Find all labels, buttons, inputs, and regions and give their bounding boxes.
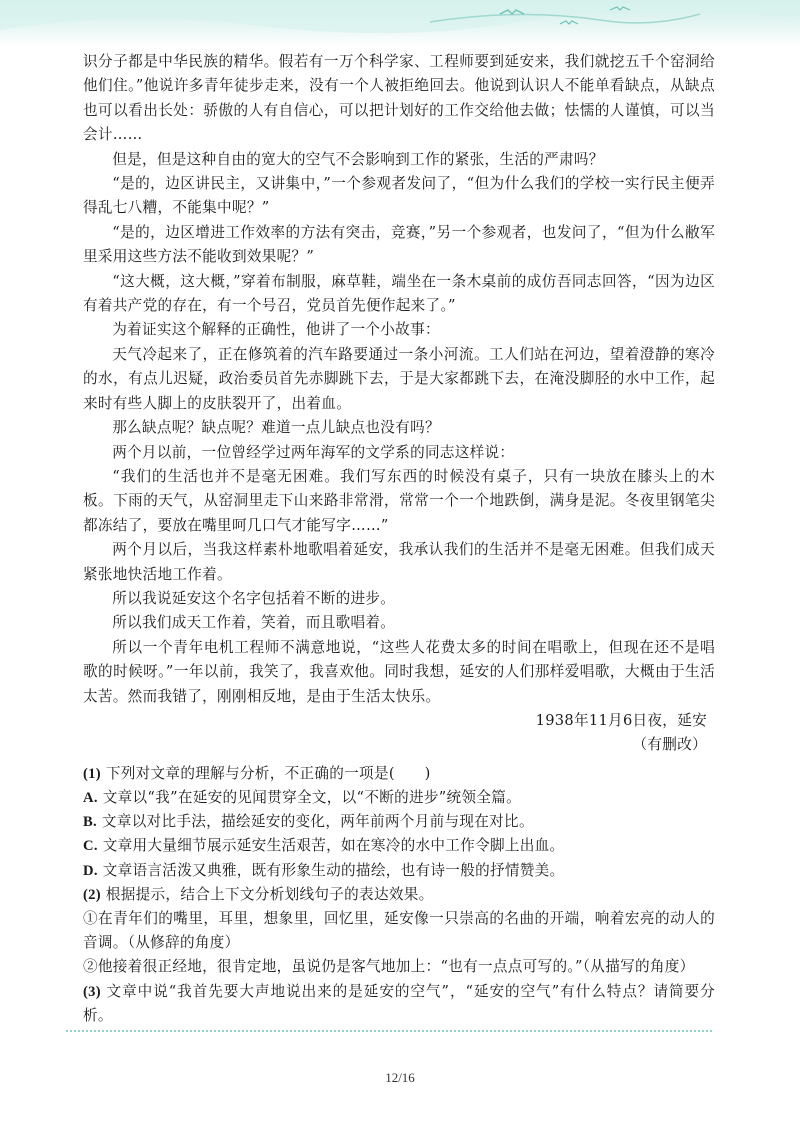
question-3 xyxy=(83,980,715,1028)
question-number: (2) xyxy=(83,886,101,903)
option-label: B. xyxy=(83,814,97,831)
paragraph: 但是，但是这种自由的宽大的空气不会影响到工作的紧张，生活的严肃吗？ xyxy=(112,150,604,168)
option-d xyxy=(83,859,715,883)
questions-section xyxy=(83,762,715,1028)
option-text: 文章语言活泼又典雅，既有形象生动的描绘，也有诗一般的抒情赞美。 xyxy=(97,861,565,879)
paragraph: 所以我们成天工作着，笑着，而且歌唱着。 xyxy=(112,614,396,632)
source-note: （有删改） xyxy=(632,736,707,754)
question-number: (1) xyxy=(83,765,101,782)
paragraph: “是的，边区讲民主，又讲集中，”一个参观者发问了，“但为什么我们的学校一实行民主便弄得乱七八糟，不能集中呢？” xyxy=(83,175,715,217)
page-number: 12/16 xyxy=(385,1070,415,1085)
article-body xyxy=(83,50,715,1028)
question-stem: 文章中说“我首先要大声地说出来的是延安的空气”，“延安的空气”有什么特点？请简要分析。 xyxy=(83,982,715,1024)
paragraph: 两个月以前，一位曾经学过两年海军的文学系的同志这样说： xyxy=(112,443,515,461)
option-text: 文章以对比手法，描绘延安的变化，两年前两个月前与现在对比。 xyxy=(96,813,534,831)
question-stem: 根据提示，结合上下文分析划线句子的表达效果。 xyxy=(100,885,434,903)
question-2-item: ①在青年们的嘴里，耳里，想象里，回忆里，延安像一只崇高的名曲的开端，响着宏亮的动人的音调。（从修辞的角度） xyxy=(83,910,715,952)
question-stem: 下列对文章的理解与分析，不正确的一项是( ) xyxy=(100,764,431,782)
paragraph: “这大概，这大概，”穿着布制服，麻草鞋，端坐在一条木桌前的成仿吾同志回答，“因为边区有着共产党的存在，有一个号召，党员首先便作起来了。” xyxy=(83,272,715,315)
paragraph: “是的，边区增进工作效率的方法有突击，竞赛，”另一个参观者，也发问了，“但为什么敝军里采用这些方法不能收到效果呢？” xyxy=(83,223,715,266)
paragraph: 识分子都是中华民族的精华。假若有一万个科学家、工程师要到延安来，我们就挖五千个窑洞给他们住。”他说许多青年徒步走来，没有一个人被拒绝回去。他说到认识人不能单看缺点，从缺点也可以看出长处：骄傲的人有自信心，可以把计划好的工作交给他去做；怯懦的人谨慎，可以当会计…… xyxy=(83,53,715,144)
option-text: 文章以“我”在延安的见闻贯穿全文，以“不断的进步”统领全篇。 xyxy=(97,788,522,806)
paragraph: 天气冷起来了，正在修筑着的汽车路要通过一条小河流。工人们站在河边，望着澄静的寒冷的水，有点儿迟疑，政治委员首先赤脚跳下去，于是大家都跳下去，在淹没脚胫的水中工作，起来时有些人脚上的皮肤裂开了，出着血。 xyxy=(83,345,715,412)
paragraph: “我们的生活也并不是毫无困难。我们写东西的时候没有桌子，只有一块放在膝头上的木板。下雨的天气，从窑洞里走下山来路非常滑，常常一个一个地跌倒，满身是泥。冬夜里钢笔尖都冻结了，要放在嘴里呵几口气才能写字……” xyxy=(83,467,715,534)
footer-divider xyxy=(66,1030,712,1032)
option-label: D. xyxy=(83,862,98,879)
birds-clouds-decoration xyxy=(0,0,800,46)
question-1 xyxy=(83,762,715,786)
option-label: A. xyxy=(83,789,98,806)
question-number: (3) xyxy=(83,983,101,1000)
paragraph: 那么缺点呢？缺点呢？难道一点儿缺点也没有吗？ xyxy=(112,419,440,437)
option-a xyxy=(83,786,715,810)
paragraph: 两个月以后，当我这样素朴地歌唱着延安，我承认我们的生活并不是毫无困难。但我们成天紧张地快活地工作着。 xyxy=(83,541,715,583)
option-label: C. xyxy=(83,838,98,855)
question-2 xyxy=(83,883,715,907)
option-text: 文章用大量细节展示延安生活艰苦，如在寒冷的水中工作令脚上出血。 xyxy=(97,837,565,855)
date-line: 1938年11月6日夜，延安 xyxy=(535,711,707,729)
header-decoration xyxy=(0,0,800,46)
option-b xyxy=(83,810,715,834)
paragraph: 所以一个青年电机工程师不满意地说，“这些人花费太多的时间在唱歌上，但现在还不是唱歌的时候呀。”一年以前，我笑了，我喜欢他。同时我想，延安的人们那样爱唱歌，大概由于生活太苦。然而我错了，刚刚相反地，是由于生活太快乐。 xyxy=(83,638,715,705)
option-c xyxy=(83,834,715,858)
paragraph: 为着证实这个解释的正确性，他讲了一个小故事： xyxy=(112,321,440,339)
question-2-item: ②他接着很正经地，很肯定地，虽说仍是客气地加上：“也有一点点可写的。”（从描写的角度） xyxy=(83,958,695,976)
paragraph: 所以我说延安这个名字包括着不断的进步。 xyxy=(112,589,396,607)
